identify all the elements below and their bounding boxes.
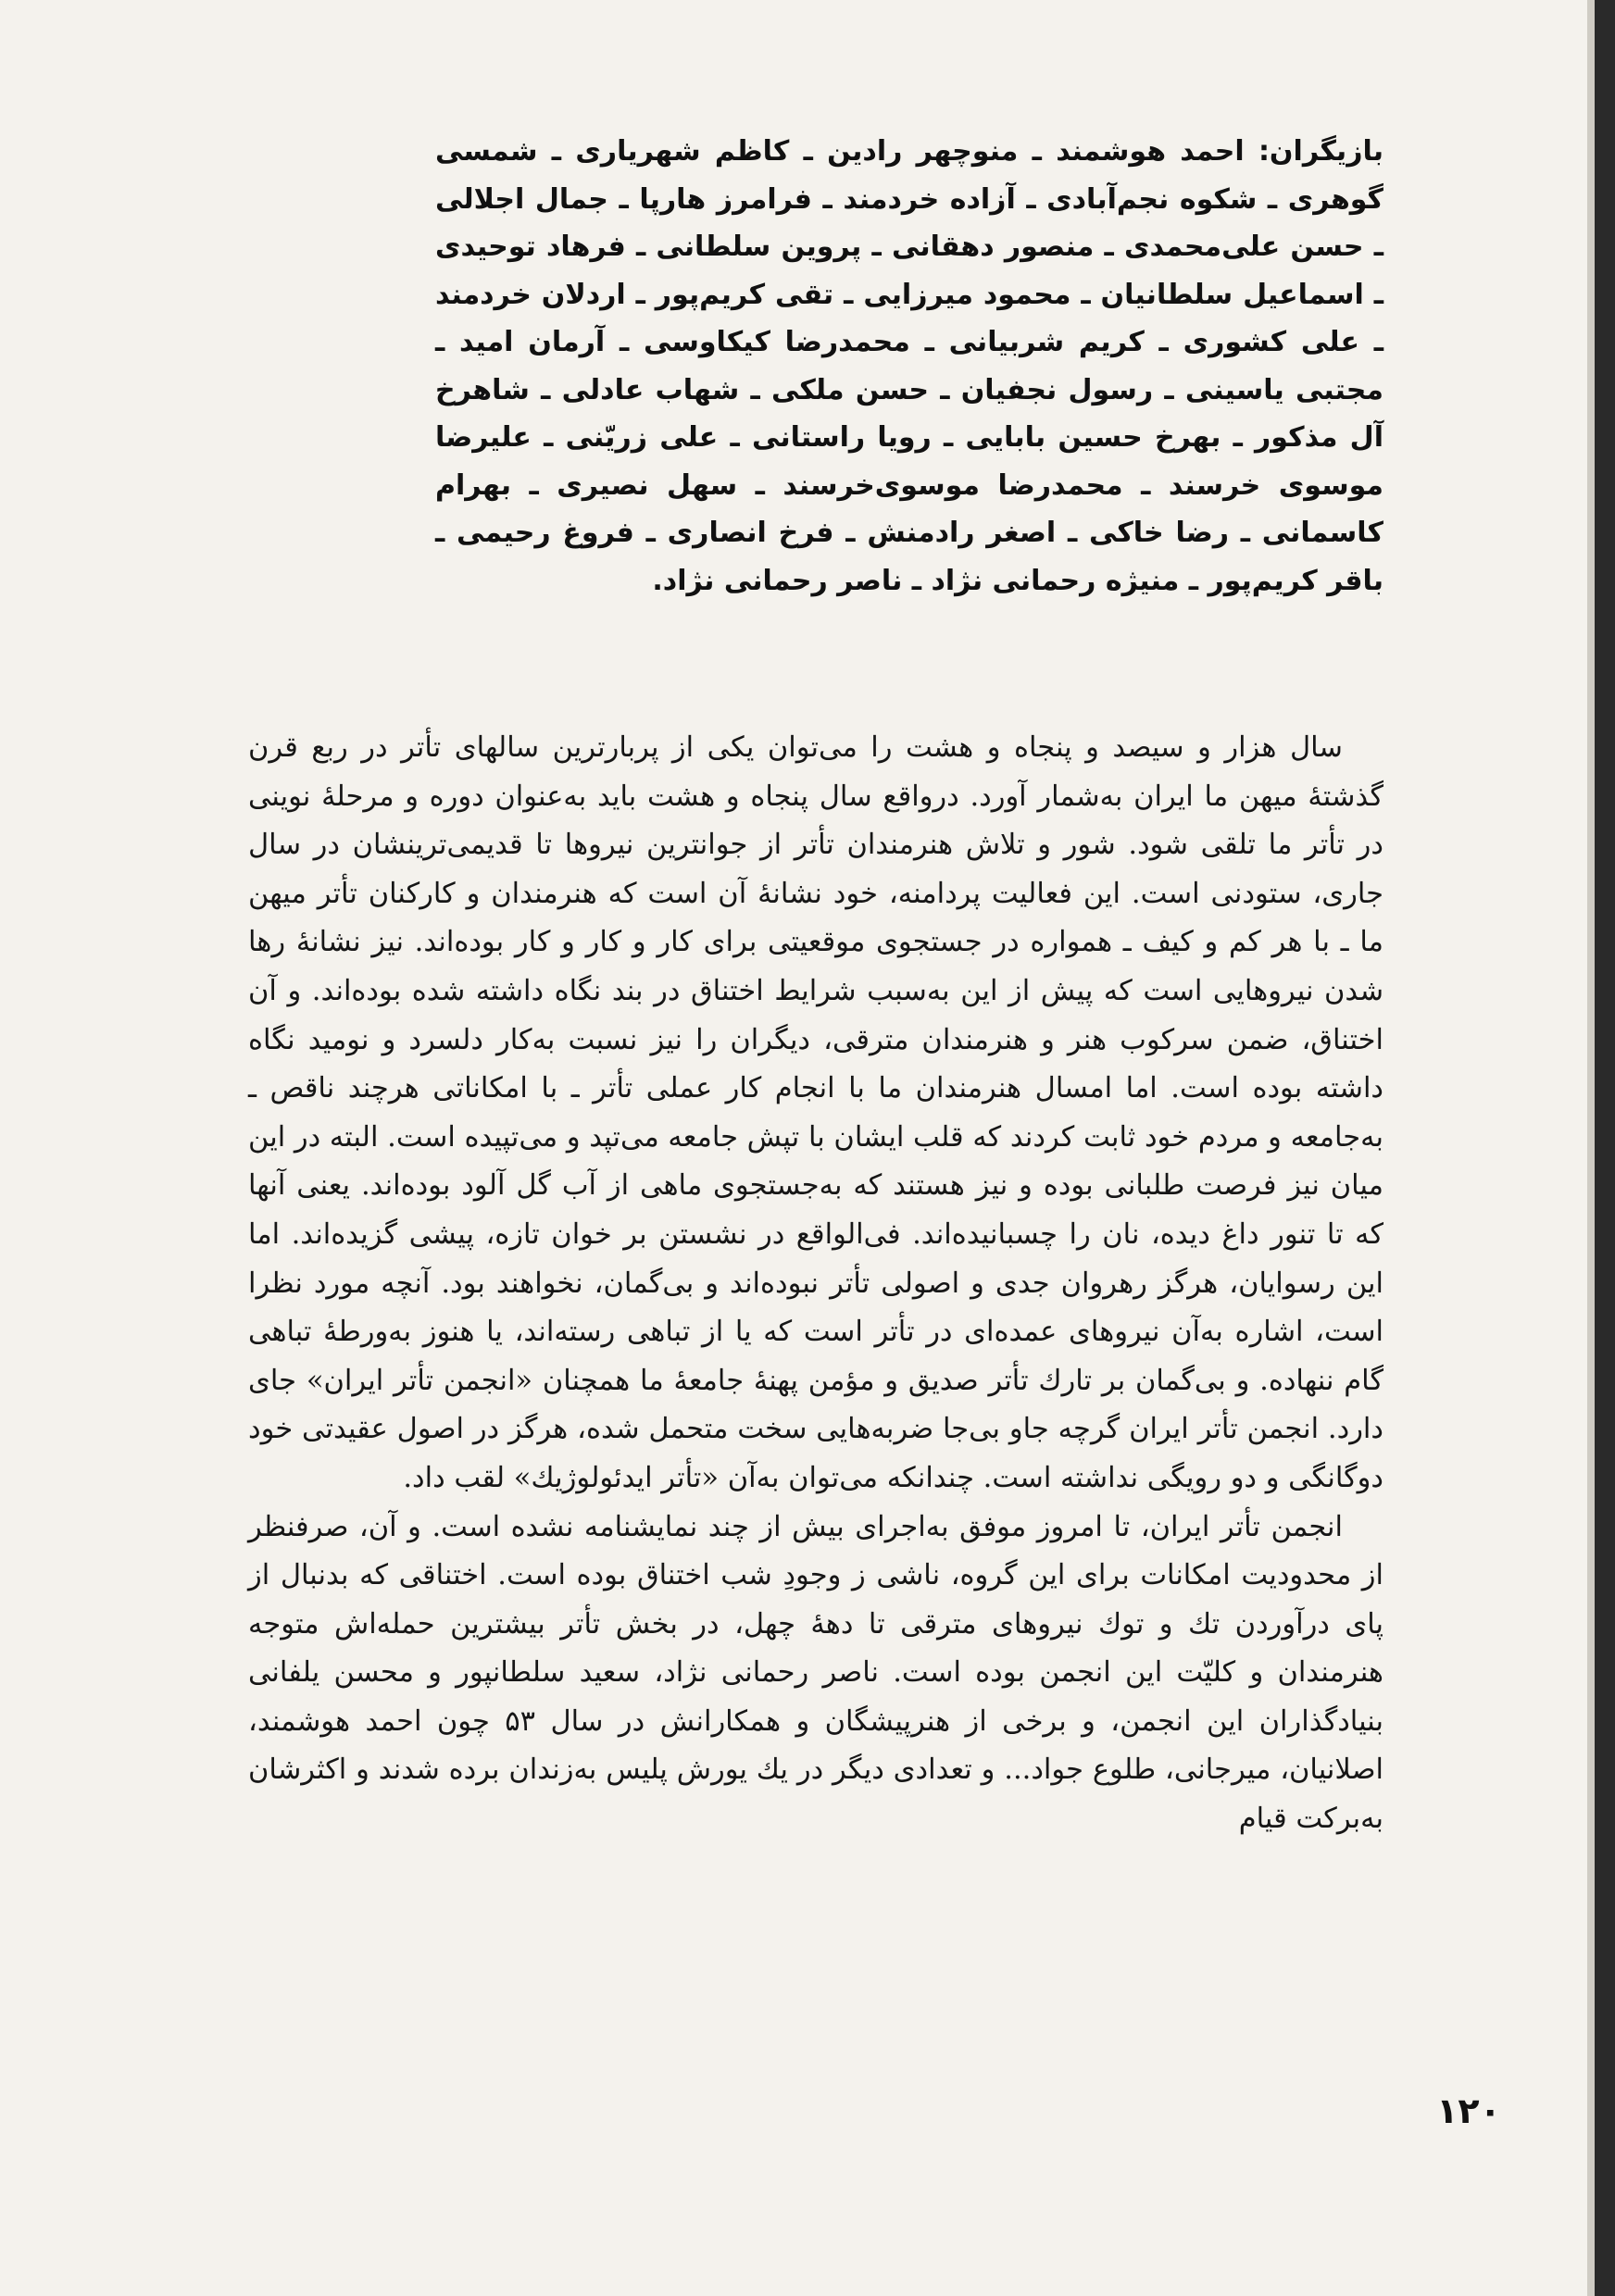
cast-list xyxy=(435,128,1383,605)
paragraph-2: انجمن تأتر ایران، تا امروز موفق به‌اجرای بیش از چند نمایشنامه نشده است. و آن، صرفنظر از محدودیت امکانات برای این گروه، ناشی ز وجودِ شب اختناق بوده است. اختناقی که بدنبال از پای درآوردن تك و توك نیروهای مترقی تا دههٔ چهل، در بخش تأتر بیشترین حمله‌اش متوجه هنرمندان و کلیّت این انجمن بوده است. ناصر رحمانی نژاد، سعید سلطانپور و محسن یلفانی بنیادگذاران این انجمن، و برخی از هنرپیشگان و همکارانش در سال ۵۳ چون احمد هوشمند، اصلانیان، میرجانی، طلوع جواد... و تعدادی دیگر در یك یورش پلیس به‌زندان برده شدند و اکثرشان به‌برکت قیام xyxy=(248,1510,1383,1836)
page-edge-shadow xyxy=(1587,0,1595,2296)
cast-label: بازیگران: xyxy=(1258,135,1383,168)
paragraph-1: سال هزار و سیصد و پنجاه و هشت را می‌توان یکی از پربارترین سالهای تأتر در ربع قرن گذشتهٔ میهن ما ایران به‌شمار آورد. درواقع سال پنجاه و هشت باید به‌عنوان دوره و مرحلهٔ نوینی در تأتر ما تلقی شود. شور و تلاش هنرمندان تأتر از جوانترین نیروها تا قدیمی‌ترینشان در سال جاری، ستودنی است. این فعالیت پردامنه، خود نشانهٔ آن است که هنرمندان و کارکنان تأتر میهن ما ـ با هر کم و کیف ـ همواره در جستجوی موقعیتی برای کار و کار و کار بوده‌اند. نیز نشانهٔ رها شدن نیروهایی است که پیش از این به‌سبب شرایط اختناق در بند نگاه داشته شده بوده‌اند. و آن اختناق، ضمن سرکوب هنر و هنرمندان مترقی، دیگران را نیز نسبت به‌کار دلسرد و نومید نگاه داشته بوده است. اما امسال هنرمندان ما با انجام کار عملی تأتر ـ با امکاناتی هرچند ناقص ـ به‌جامعه و مردم خود ثابت کردند که قلب ایشان با تپش جامعه می‌تپد و می‌تپیده است. البته در این میان نیز فرصت طلبانی بوده و نیز هستند که به‌جستجوی ماهی از آب گل آلود بوده‌اند. یعنی آنها که تا تنور داغ دیده، نان را چسبانیده‌اند. فی‌الواقع در نشستن بر خوان تازه، پیشی گزیده‌اند. اما این رسوایان، هرگز رهروان جدی و اصولی تأتر نبوده‌اند و بی‌گمان، نخواهند بود. آنچه مورد نظرا است، اشاره به‌آن نیروهای عمده‌ای در تأتر است که یا از تباهی رسته‌اند، یا هنوز به‌ورطهٔ تباهی گام ننهاده. و بی‌گمان بر تارك تأتر صدیق و مؤمن پهنهٔ جامعهٔ ما همچنان «انجمن تأتر ایران» جای دارد. انجمن تأتر ایران گرچه جاو بی‌جا ضربه‌هایی سخت متحمل شده، هرگز در اصول عقیدتی خود دوگانگی و دو رویگی نداشته است. چندانکه می‌توان به‌آن «تأتر ایدئولوژیك» لقب داد. xyxy=(248,731,1383,1494)
page-edge xyxy=(1595,0,1615,2296)
page-number: ۱۲۰ xyxy=(1436,2090,1501,2131)
article-body xyxy=(248,724,1383,1844)
cast-names: احمد هوشمند ـ منوچهر رادین ـ کاظم شهریاری ـ شمسی گوهری ـ شکوه نجم‌آبادی ـ آزاده خردمند ـ فرامرز هارپا ـ جمال اجلالی ـ حسن علی‌محمدی ـ منصور دهقانی ـ پروین سلطانی ـ فرهاد توحیدی ـ اسماعیل سلطانیان ـ محمود میرزایی ـ تقی کریم‌پور ـ اردلان خردمند ـ علی کشوری ـ کریم شربیانی ـ محمدرضا کیکاوسی ـ آرمان امید ـ مجتبی یاسینی ـ رسول نجفیان ـ حسن ملکی ـ شهاب عادلی ـ شاهرخ آل مذکور ـ بهرخ حسین بابایی ـ رویا راستانی ـ علی زریّنی ـ علیرضا موسوی خرسند ـ محمدرضا موسوی‌خرسند ـ سهل نصیری ـ بهرام کاسمانی ـ رضا خاکی ـ اصغر رادمنش ـ فرخ انصاری ـ فروغ رحیمی ـ باقر کریم‌پور ـ منیژه رحمانی نژاد ـ ناصر رحمانی نژاد. xyxy=(435,135,1383,597)
